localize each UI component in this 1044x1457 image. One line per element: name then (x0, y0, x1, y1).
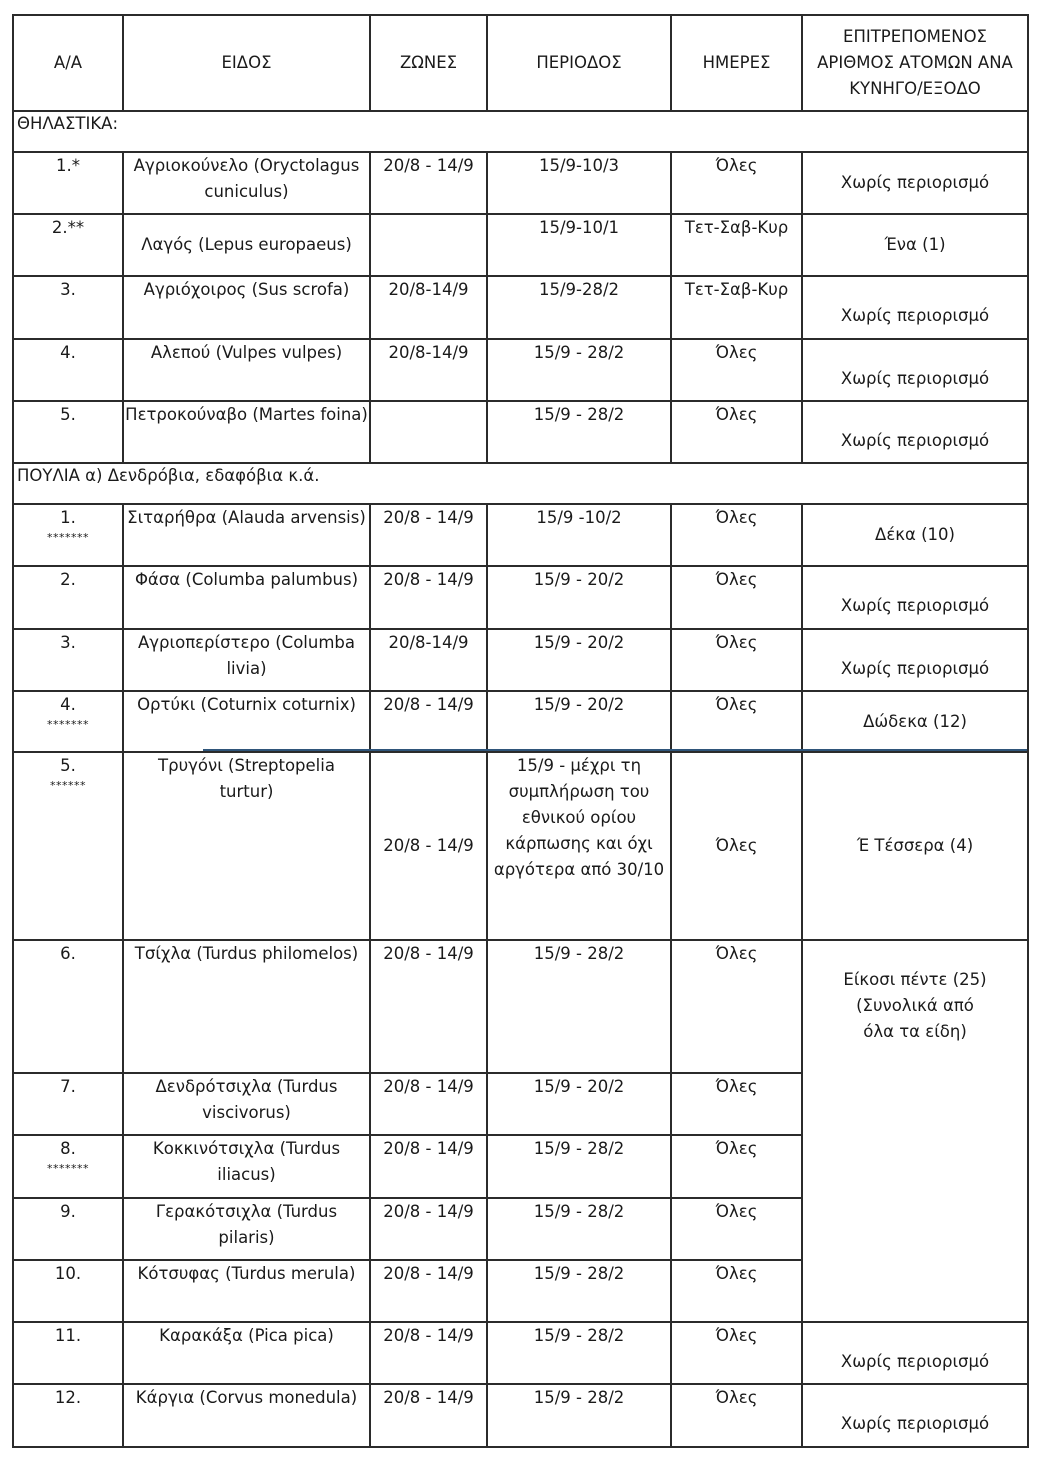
zones-cell: 20/8 - 14/9 (370, 691, 487, 752)
table-row (13, 401, 1028, 463)
row-number-label: 5. (60, 756, 76, 775)
section-row-mammals (13, 111, 1028, 152)
zones-cell: 20/8-14/9 (370, 339, 487, 401)
zones-cell: 20/8 - 14/9 (370, 1198, 487, 1260)
species-cell: Δενδρότσιχλα (Turdus viscivorus) (123, 1073, 370, 1135)
period-cell: 15/9 - 28/2 (487, 1384, 671, 1447)
days-cell: Όλες (671, 566, 802, 629)
zones-cell: 20/8-14/9 (370, 276, 487, 339)
footnote-stars: ******* (47, 718, 89, 731)
period-cell: 15/9-10/3 (487, 152, 671, 214)
table-row (13, 504, 1028, 566)
table-row (13, 214, 1028, 276)
period-cell: 15/9 -10/2 (487, 504, 671, 566)
species-cell: Σιταρήθρα (Alauda arvensis) (123, 504, 370, 566)
species-cell: Πετροκούναβο (Martes foina) (123, 401, 370, 463)
period-cell: 15/9 - μέχρι τη συμπλήρωση του εθνικού ορίου κάρπωσης και όχι αργότερα από 30/10 (487, 752, 671, 940)
row-number: 10. (13, 1260, 123, 1322)
section-title: ΘΗΛΑΣΤΙΚΑ: (13, 111, 1028, 152)
row-number-label: 4. (60, 695, 76, 714)
table-row (13, 1322, 1028, 1384)
limit-cell: Χωρίς περιορισμό (802, 339, 1028, 401)
zones-cell: 20/8 - 14/9 (370, 1384, 487, 1447)
species-cell: Τρυγόνι (Streptopelia turtur) (123, 752, 370, 940)
zones-cell: 20/8 - 14/9 (370, 566, 487, 629)
hunting-regulations-table (12, 14, 1029, 1448)
table-row (13, 1384, 1028, 1447)
limit-cell: Χωρίς περιορισμό (802, 1384, 1028, 1447)
row-number: 3. (13, 276, 123, 339)
zones-cell: 20/8 - 14/9 (370, 1260, 487, 1322)
period-cell: 15/9 - 20/2 (487, 566, 671, 629)
days-cell: Όλες (671, 1135, 802, 1198)
species-cell: Αλεπού (Vulpes vulpes) (123, 339, 370, 401)
row-number-label: 8. (60, 1139, 76, 1158)
period-cell: 15/9 - 20/2 (487, 1073, 671, 1135)
zones-cell: 20/8 - 14/9 (370, 1322, 487, 1384)
period-cell: 15/9-10/1 (487, 214, 671, 276)
table-row (13, 940, 1028, 1073)
footnote-stars: ******* (47, 531, 89, 544)
limit-cell-thrushes: Είκοσι πέντε (25) (Συνολικά από όλα τα είδη) (802, 940, 1028, 1322)
limit-cell: Χωρίς περιορισμό (802, 276, 1028, 339)
days-cell: Όλες (671, 752, 802, 940)
table-row (13, 566, 1028, 629)
species-cell: Κοκκινότσιχλα (Turdus iliacus) (123, 1135, 370, 1198)
row-number-label: 1. (60, 508, 76, 527)
species-cell: Τσίχλα (Turdus philomelos) (123, 940, 370, 1073)
limit-cell: Χωρίς περιορισμό (802, 566, 1028, 629)
section-title: ΠΟΥΛΙΑ α) Δενδρόβια, εδαφόβια κ.ά. (13, 463, 1028, 504)
period-cell: 15/9 - 28/2 (487, 401, 671, 463)
limit-cell: Χωρίς περιορισμό (802, 629, 1028, 691)
row-number: 5. (13, 401, 123, 463)
species-cell: Κότσυφας (Turdus merula) (123, 1260, 370, 1322)
period-cell: 15/9-28/2 (487, 276, 671, 339)
period-cell: 15/9 - 20/2 (487, 629, 671, 691)
days-cell: Τετ-Σαβ-Κυρ (671, 276, 802, 339)
days-cell: Όλες (671, 1384, 802, 1447)
days-cell: Τετ-Σαβ-Κυρ (671, 214, 802, 276)
days-cell: Όλες (671, 1198, 802, 1260)
species-cell: Ορτύκι (Coturnix coturnix) (123, 691, 370, 752)
days-cell: Όλες (671, 1322, 802, 1384)
header-zones: ΖΩΝΕΣ (370, 15, 487, 111)
zones-cell: 20/8 - 14/9 (370, 504, 487, 566)
row-separator-highlight (203, 749, 1027, 751)
period-cell: 15/9 - 20/2 (487, 691, 671, 752)
species-cell: Φάσα (Columba palumbus) (123, 566, 370, 629)
row-number: 9. (13, 1198, 123, 1260)
header-limit: ΕΠΙΤΡΕΠΟΜΕΝΟΣ ΑΡΙΘΜΟΣ ΑΤΟΜΩΝ ΑΝΑ ΚΥΝΗΓΟ/ΕΞΟΔΟ (802, 15, 1028, 111)
zones-cell: 20/8 - 14/9 (370, 752, 487, 940)
row-number: 2. (13, 566, 123, 629)
period-cell: 15/9 - 28/2 (487, 1322, 671, 1384)
zones-cell: 20/8 - 14/9 (370, 940, 487, 1073)
row-number (13, 504, 123, 566)
limit-cell: Χωρίς περιορισμό (802, 1322, 1028, 1384)
header-aa: Α/Α (13, 15, 123, 111)
row-number: 11. (13, 1322, 123, 1384)
row-number: 6. (13, 940, 123, 1073)
row-number: 2.** (13, 214, 123, 276)
days-cell: Όλες (671, 629, 802, 691)
limit-cell: Έ Τέσσερα (4) (802, 752, 1028, 940)
zones-cell: 20/8-14/9 (370, 629, 487, 691)
zones-cell: 20/8 - 14/9 (370, 152, 487, 214)
species-cell: Αγριοκούνελο (Oryctolagus cuniculus) (123, 152, 370, 214)
limit-cell: Δέκα (10) (802, 504, 1028, 566)
row-number (13, 1135, 123, 1198)
limit-cell: Χωρίς περιορισμό (802, 401, 1028, 463)
species-cell: Κάργια (Corvus monedula) (123, 1384, 370, 1447)
footnote-stars: ******* (47, 1162, 89, 1175)
days-cell: Όλες (671, 401, 802, 463)
limit-cell: Χωρίς περιορισμό (802, 152, 1028, 214)
species-cell: Καρακάξα (Pica pica) (123, 1322, 370, 1384)
period-cell: 15/9 - 28/2 (487, 940, 671, 1073)
zones-cell (370, 401, 487, 463)
row-number: 7. (13, 1073, 123, 1135)
header-row (13, 15, 1028, 111)
header-period: ΠΕΡΙΟΔΟΣ (487, 15, 671, 111)
limit-cell: Δώδεκα (12) (802, 691, 1028, 752)
table-row (13, 152, 1028, 214)
table-row (13, 339, 1028, 401)
species-cell: Αγριοπερίστερο (Columba livia) (123, 629, 370, 691)
table-row (13, 629, 1028, 691)
row-number (13, 691, 123, 752)
row-number: 3. (13, 629, 123, 691)
period-cell: 15/9 - 28/2 (487, 1135, 671, 1198)
row-number (13, 752, 123, 940)
table-row (13, 276, 1028, 339)
section-row-birds (13, 463, 1028, 504)
row-number: 4. (13, 339, 123, 401)
species-cell: Αγριόχοιρος (Sus scrofa) (123, 276, 370, 339)
row-number: 1.* (13, 152, 123, 214)
period-cell: 15/9 - 28/2 (487, 339, 671, 401)
period-cell: 15/9 - 28/2 (487, 1198, 671, 1260)
row-number: 12. (13, 1384, 123, 1447)
header-days: ΗΜΕΡΕΣ (671, 15, 802, 111)
days-cell: Όλες (671, 940, 802, 1073)
species-cell: Λαγός (Lepus europaeus) (123, 214, 370, 276)
days-cell: Όλες (671, 1260, 802, 1322)
days-cell: Όλες (671, 152, 802, 214)
header-species: ΕΙΔΟΣ (123, 15, 370, 111)
days-cell: Όλες (671, 1073, 802, 1135)
limit-cell: Ένα (1) (802, 214, 1028, 276)
species-cell: Γερακότσιχλα (Turdus pilaris) (123, 1198, 370, 1260)
zones-cell: 20/8 - 14/9 (370, 1073, 487, 1135)
zones-cell (370, 214, 487, 276)
days-cell: Όλες (671, 339, 802, 401)
days-cell: Όλες (671, 504, 802, 566)
zones-cell: 20/8 - 14/9 (370, 1135, 487, 1198)
table-row (13, 752, 1028, 940)
period-cell: 15/9 - 28/2 (487, 1260, 671, 1322)
footnote-stars: ****** (50, 779, 86, 792)
days-cell: Όλες (671, 691, 802, 752)
table-row (13, 691, 1028, 752)
